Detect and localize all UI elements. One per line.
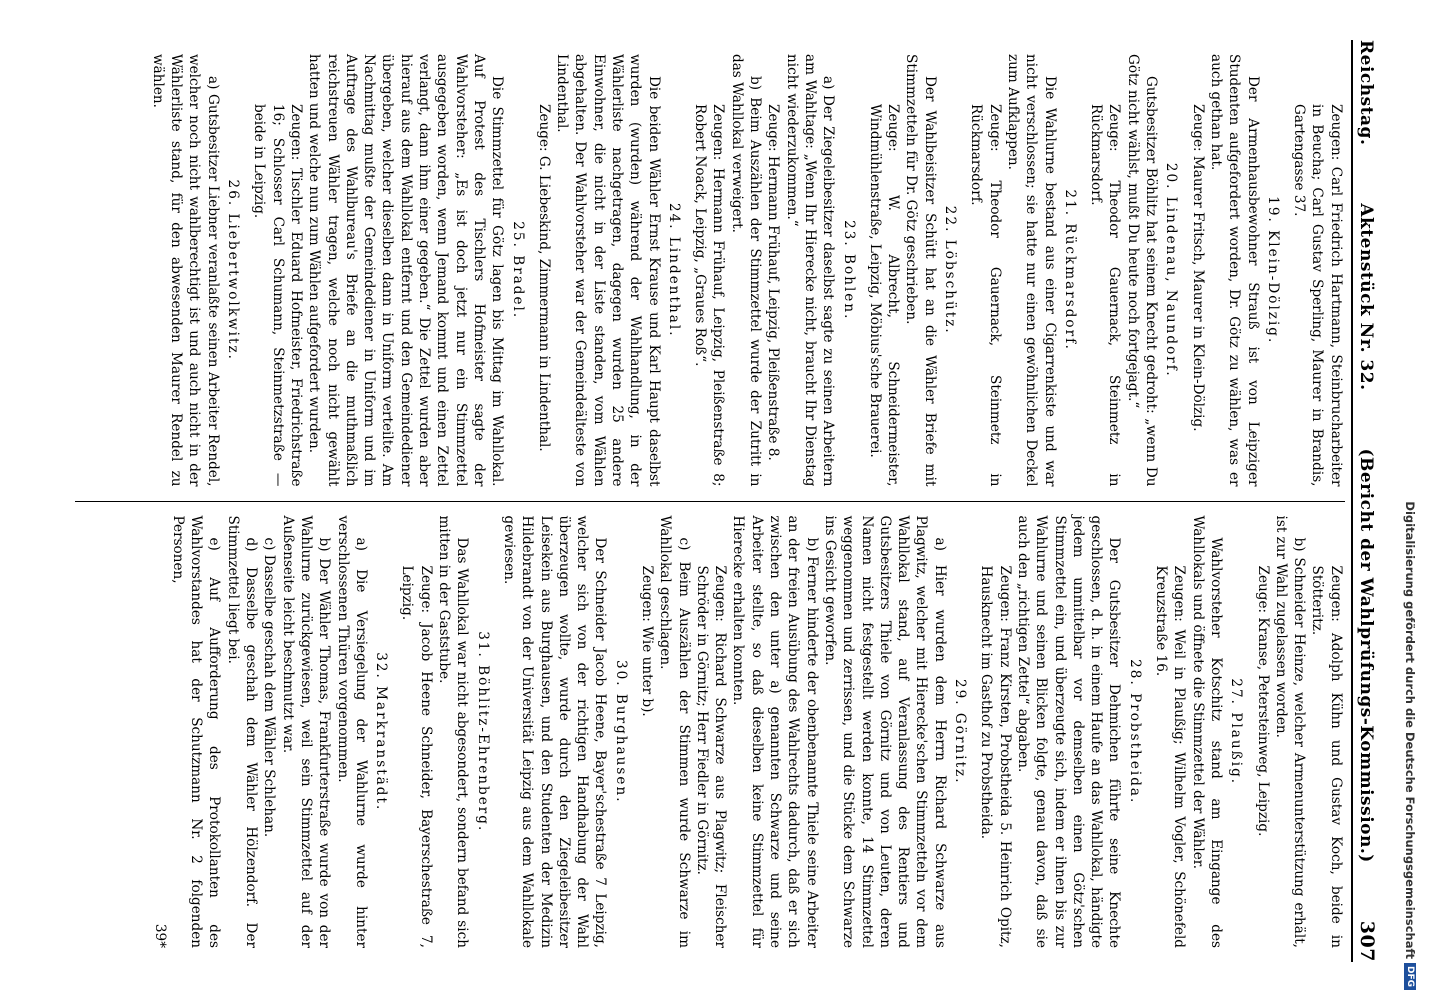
- witness-line: Zeuge: W. Albrecht, Schneidermeister, Windmühlenstraße, Leipzig, Möbius'sche Brauerei.: [866, 104, 902, 487]
- witness-line: Zeugen: Weil in Plaußig; Wilhelm Vogler, Schönefeld Kreuzstraße 16.: [1153, 565, 1188, 948]
- paragraph: c) Beim Auszählen der Stimmen wurde Schwarze im Wahllokal geschlagen.: [657, 515, 692, 948]
- paragraph: Die Wahlurne bestand aus einer Cigarrenkiste und war nicht verschlossen; sie hatte nur einen gewöhnlichen Deckel zum Aufklappen.: [1004, 54, 1058, 487]
- left-column: [75, 40, 1345, 501]
- paragraph: b) Schneider Heinze, welcher Armenunterstützung erhält, ist zur Wahl zugelassen worden.: [1272, 515, 1308, 948]
- dfg-logo: DFG: [1404, 963, 1416, 990]
- witness-line: Zeuge: G. Liebeskind, Zimmermann in Lindenthal.: [535, 104, 552, 452]
- section-heading: 31. Böhlitz-Ehrenberg.: [474, 631, 491, 833]
- paragraph: Wahlvorsteher Kotschitz stand am Eingange des Wahllokals und öffnete die Stimmzettel der Wähler.: [1189, 515, 1224, 948]
- section-heading: 25. Bradel.: [509, 221, 526, 320]
- paragraph: Gutsbesitzer Böhlitz hat seinem Knecht gedroht: „wenn Du Götz nicht wählst, mußt Du heute noch fortgejagt.“: [1124, 54, 1160, 487]
- paragraph: Die Stimmzettel für Götz lagen bis Mittag im Wahllokal. Auf Protest des Tischlers Hofmeister sagte der Wahlvorsteher: „Es ist doch jetzt nur ein Stimmzettel ausgegeben worden, wenn Jemand kommt und einen Zettel verlangt, dann ihm einer gegeben.“ Die Zettel wurden aber hierauf aus dem Wahllokal entfernt und den Gemeindediener übergeben, welcher dieselben dann in Uniform verteilte. Am Nachmittag mußte der Gemeindediener in Uniform und im Auftrage des Wahlbureau's Briefe an die muthmaßlich reichstreuen Wähler tragen, welche noch nicht gewählt hatten und welche nun zum Wählen aufgefordert wurden.: [306, 54, 506, 487]
- section-heading: 21. Rückmarsdorf.: [1061, 189, 1078, 351]
- header-middle: Aktenstück Nr. 32.: [1356, 203, 1376, 391]
- header-left: Reichstag.: [1356, 40, 1376, 146]
- credit-text: Digitalisierung gefördert durch die Deutsche Forschungsgemeinschaft: [1403, 501, 1417, 959]
- witness-line: Zeuge: Theodor Gauernack, Steinmetz in Rückmarsdorf.: [1088, 104, 1123, 487]
- paragraph: b) Ferner hinderte der obenbenannte Thiele seine Arbeiter an der freien Ausübung des Wahlrechts dadurch, daß er sich zwischen den unter a) genannten Schwarze und seine Arbeiter stellte, so daß dieselben keine Stimmzettel für Hierecke erhalten konnten.: [730, 515, 820, 948]
- running-header: [1351, 40, 1376, 962]
- section-heading: 29. Görnitz.: [952, 678, 969, 785]
- paragraph: a) Die Versiegelung der Wahlurne wurde hinter verschlossenen Thüren vorgenommen.: [334, 515, 369, 948]
- witness-line: Zeugen: Franz Kirsten, Probstheida 5. Heinrich Opitz, Hausknecht im Gasthof zu Probstheida.: [978, 565, 1013, 948]
- witness-line: Zeugen: Wie unter b).: [639, 565, 656, 717]
- section-heading: 20. Lindenau, Naundorf.: [1163, 162, 1180, 378]
- witness-line: Zeugen: Adolph Kühn und Gustav Koch, beide in Stötteritz.: [1309, 565, 1344, 948]
- section-heading: 28. Probstheida.: [1126, 659, 1143, 805]
- witness-line: Zeuge: Kranse, Petersteinweg, Leipzig.: [1254, 565, 1271, 837]
- paragraph: c) Dasselbe geschah dem Wähler Schlehan.: [261, 537, 278, 838]
- paragraph: Der Wahlbeisitzer Schütt hat an die Wähler Briefe mit Stimmzetteln für Dr. Götz geschrieben.: [903, 54, 938, 487]
- page-number: 307: [1356, 920, 1378, 962]
- section-heading: 27. Plaußig.: [1228, 678, 1245, 786]
- section-heading: 32. Markranstädt.: [373, 652, 390, 812]
- paragraph: a) Gutsbesitzer Liebner veranlaßte seinen Arbeiter Rendel, welcher noch nicht wahlberechtigt ist und auch nicht in der Wählerliste stand, für den abwesenden Maurer Rendel zu wählen.: [149, 54, 221, 487]
- digitization-credit: [1395, 10, 1425, 990]
- section-heading: 26. Liebertwolkwitz.: [225, 179, 242, 361]
- section-heading: 19. Klein-Dölzig.: [1264, 196, 1281, 345]
- paragraph: Die beiden Wähler Ernst Krause und Karl Haupt daselbst wurden (wurden) während der Wahlhandlung, in der Wählerliste nachgetragen, dagegen wurden 25 andere Einwohner, die nicht in der Liste standen, vom Wählen abgehalten. Der Wahlvorsteher war der Gemeindeälteste von Lindenthal.: [554, 54, 662, 487]
- paragraph: b) Der Wähler Thomas, Frankfurterstraße wurde von der Wahlurne zurückgewiesen, weil sein Stimmzettel auf der Außenseite leicht beschmutzt war.: [279, 515, 333, 948]
- paragraph: e) Auf Aufforderung des Protokollanten des Wahlvorstandes hat der Schutzmann Nr. 2 folgenden Personen,: [169, 515, 223, 948]
- right-column: [75, 501, 1345, 963]
- paragraph: Der Schneider Jacob Heene, Bayer'schestraße 7 Leipzig, welcher sich von der richtigen Handhabung der Wahl überzeugen wollte, wurde durch den Ziegeleibesitzer Leisekein aus Burghausen, und den Studenten der Medizin Hildebrandt von der Universität Leipzig aus dem Wahllokale gewiesen.: [500, 515, 609, 948]
- section-heading: 23. Bohlen.: [840, 220, 857, 321]
- paragraph: a) Hier wurden dem Herrn Richard Schwarze aus Plagwitz, welcher mit Hierecke'schen Stimmzetteln vor dem Wahllokal stand, auf Veranlassung des Rentiers und Gutsbesitzers Thiele von Görnitz und von Leuten, deren Namen nicht festgestellt werden konnte, 14 Stimmzettel weggenommen und zerrissen, und die Stücke dem Schwarze ins Gesicht geworfen.: [821, 515, 948, 948]
- paragraph: Der Armenhausbewohner Strauß ist von Leipziger Studenten aufgefordert worden, Dr. Götz zu wählen, was er auch gethan hat.: [1207, 54, 1261, 487]
- witness-line: Zeugen: Hermann Frühauf, Leipzig, Pleißenstraße 8; Robert Noack, Leipzig, „Graues Roß“.: [692, 104, 727, 487]
- header-right: (Bericht der Wahlprüfungs-Kommission.): [1356, 448, 1376, 863]
- witness-line: Zeugen: Richard Schwarze aus Plagwitz; Fleischer Schröder in Görnitz; Herr Fiedler in Görnitz.: [693, 565, 729, 948]
- signature-mark: 39*: [151, 923, 168, 948]
- witness-line: Zeuge: Jacob Heene Schneider, Bayerschestraße 7, Leipzig.: [399, 565, 434, 948]
- section-heading: 22. Löbschütz.: [942, 205, 959, 335]
- paragraph: b) Beim Auszählen der Stimmzettel wurde der Zutritt in das Wahllokal verweigert.: [728, 54, 764, 487]
- witness-line: Zeuge: Theodor Gauernack, Steinmetz in Rückmarsdorf.: [968, 104, 1003, 487]
- paragraph: d) Dasselbe geschah dem Wähler Hölzendorf. Der Stimmzettel liegt bei.: [224, 515, 260, 948]
- paragraph: Das Wahllokal war nicht abgesondert, sondern befand sich mitten in der Gaststube.: [436, 515, 471, 948]
- section-heading: 30. Burghausen.: [612, 659, 629, 804]
- section-heading: 24. Lindenthal.: [665, 202, 682, 338]
- paragraph: a) Der Ziegeleibesitzer daselbst sagte zu seinen Arbeitern am Wahltage: „Wenn Ihr Hierecke nicht, braucht Ihr Dienstag nicht wiederzukommen.“: [783, 54, 837, 487]
- witness-line: Zeugen: Carl Friedrich Hartmann, Steinbrucharbeiter in Beucha; Carl Gustav Sperling, Maurer in Brandis, Gartengasse 37.: [1291, 104, 1344, 487]
- paragraph: Der Gutsbesitzer Dehmichen führte seine Knechte geschlossen, d. h. in einem Haufe an das Wahllokal, händigte jedem unmittelbar vor demselben einen Götz'schen Stimmzettel ein, und überzeugte sich, indem er ihnen bis zur Wahlurne und seinen Blicken folgte, genau davon, daß sie auch den „richtigen Zettel“ abgaben.: [1014, 515, 1123, 948]
- witness-line: Zeuge: Hermann Frühauf, Leipzig, Pleißenstraße 8.: [765, 104, 782, 461]
- witness-line: Zeuge: Maurer Fritsch, Maurer in Klein-Dölzig.: [1189, 104, 1206, 432]
- witness-line: Zeugen: Tischler Eduard Hofmeister, Friedrichstraße 16; Schlosser Carl Schumann, Steinmetzstraße — beide in Leipzig.: [251, 104, 304, 487]
